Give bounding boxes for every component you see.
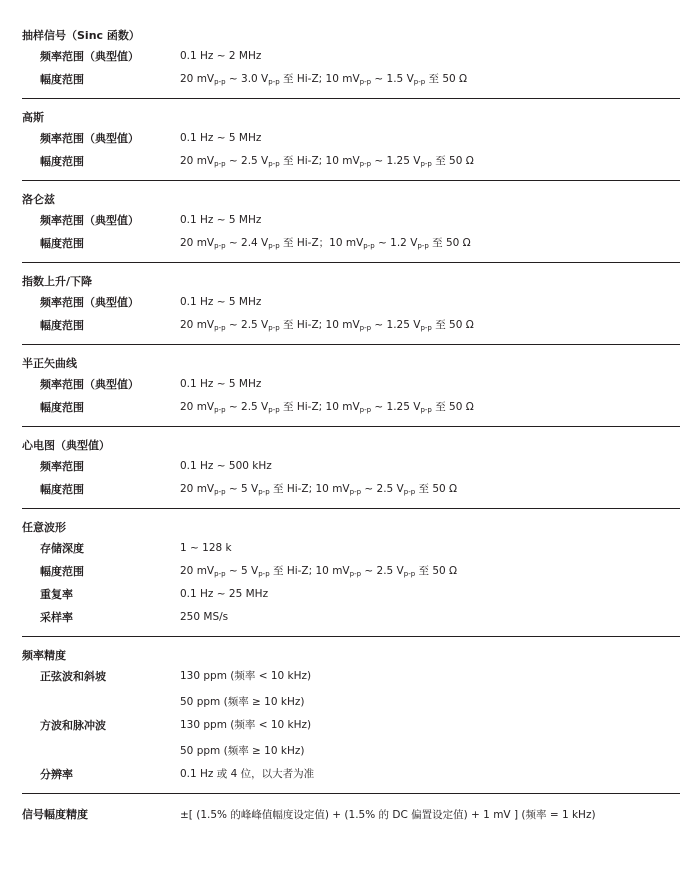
- spec-value: 130 ppm (频率 < 10 kHz): [180, 670, 312, 682]
- section-frequency-accuracy: [22, 648, 680, 794]
- spec-value: 0.1 Hz ~ 2 MHz: [180, 50, 262, 62]
- section-arbitrary: [22, 520, 680, 637]
- section-title: 抽样信号（Sinc 函数）: [22, 29, 140, 42]
- spec-value: 20 $mV_{p-p}$ ~ 3.0 $V_{p-p}$ 至 Hi-Z; 10 $mV_{p-p}$ ~ 1.5 $V_{p-p}$ 至 50 Ω: [180, 73, 468, 86]
- spec-row: [22, 373, 680, 396]
- spec-label: 幅度范围: [40, 565, 84, 578]
- spec-value: 20 $mV_{p-p}$ ~ 2.4 $V_{p-p}$ 至 Hi-Z；10 $mV_{p-p}$ ~ 1.2 $V_{p-p}$ 至 50 Ω: [180, 237, 471, 250]
- spec-row: [22, 150, 680, 173]
- spec-row: [22, 209, 680, 232]
- spec-label: 重复率: [40, 588, 73, 601]
- section-title: 任意波形: [22, 521, 66, 534]
- spec-document: [22, 28, 680, 843]
- section-title: 频率精度: [22, 649, 66, 662]
- spec-row: [22, 606, 680, 629]
- spec-row: [22, 232, 680, 255]
- spec-value: 0.1 Hz ~ 500 kHz: [180, 460, 272, 472]
- spec-value: 1 ~ 128 k: [180, 542, 232, 554]
- spec-row: [22, 45, 680, 68]
- spec-value: 20 $mV_{p-p}$ ~ 5 $V_{p-p}$ 至 Hi-Z; 10 $mV_{p-p}$ ~ 2.5 $V_{p-p}$ 至 50 Ω: [180, 565, 458, 578]
- spec-value: 20 $mV_{p-p}$ ~ 2.5 $V_{p-p}$ 至 Hi-Z; 10 $mV_{p-p}$ ~ 1.25 $V_{p-p}$ 至 50 Ω: [180, 319, 474, 332]
- spec-label: 幅度范围: [40, 401, 84, 414]
- spec-value: 130 ppm (频率 < 10 kHz): [180, 719, 312, 731]
- spec-label: 频率范围（典型值）: [40, 214, 139, 227]
- spec-value: 0.1 Hz ~ 5 MHz: [180, 378, 262, 390]
- section-title: 洛仑兹: [22, 193, 55, 206]
- spec-label: 幅度范围: [40, 155, 84, 168]
- spec-label: 幅度范围: [40, 483, 84, 496]
- section-exponential: [22, 274, 680, 345]
- spec-row: [22, 714, 680, 740]
- spec-value: 50 ppm (频率 ≥ 10 kHz): [180, 745, 305, 757]
- section-title: 半正矢曲线: [22, 357, 77, 370]
- spec-row: [22, 665, 680, 691]
- spec-value: 20 $mV_{p-p}$ ~ 5 $V_{p-p}$ 至 Hi-Z; 10 $mV_{p-p}$ ~ 2.5 $V_{p-p}$ 至 50 Ω: [180, 483, 458, 496]
- spec-value: 0.1 Hz ~ 25 MHz: [180, 588, 269, 600]
- spec-label: 方波和脉冲波: [40, 719, 106, 732]
- spec-value: ±[ (1.5% 的峰峰值幅度设定值) + (1.5% 的 DC 偏置设定值) + 1 mV ] (频率 = 1 kHz): [180, 809, 596, 821]
- spec-row: [22, 560, 680, 583]
- spec-row: [22, 314, 680, 337]
- spec-label: 幅度范围: [40, 237, 84, 250]
- spec-value: 0.1 Hz ~ 5 MHz: [180, 214, 262, 226]
- spec-row: [22, 127, 680, 150]
- section-title: 信号幅度精度: [22, 808, 88, 821]
- spec-label: 频率范围（典型值）: [40, 378, 139, 391]
- spec-label: 幅度范围: [40, 319, 84, 332]
- spec-value: 0.1 Hz ~ 5 MHz: [180, 132, 262, 144]
- spec-label: 存储深度: [40, 542, 84, 555]
- section-amplitude-accuracy: [22, 805, 680, 832]
- spec-label: 频率范围（典型值）: [40, 296, 139, 309]
- spec-label: 采样率: [40, 611, 73, 624]
- section-haversine: [22, 356, 680, 427]
- spec-label: 正弦波和斜坡: [40, 670, 106, 683]
- spec-value: 20 $mV_{p-p}$ ~ 2.5 $V_{p-p}$ 至 Hi-Z; 10 $mV_{p-p}$ ~ 1.25 $V_{p-p}$ 至 50 Ω: [180, 155, 474, 168]
- spec-row: [22, 537, 680, 560]
- spec-row: [22, 691, 680, 714]
- section-title: 指数上升/下降: [22, 275, 93, 288]
- section-title: 心电图（典型值）: [22, 439, 110, 452]
- spec-value: 20 $mV_{p-p}$ ~ 2.5 $V_{p-p}$ 至 Hi-Z; 10 $mV_{p-p}$ ~ 1.25 $V_{p-p}$ 至 50 Ω: [180, 401, 474, 414]
- section-gaussian: [22, 110, 680, 181]
- spec-value: 50 ppm (频率 ≥ 10 kHz): [180, 696, 305, 708]
- spec-value: 0.1 Hz 或 4 位，以大者为准: [180, 768, 315, 780]
- spec-row: [22, 740, 680, 763]
- section-cardiac: [22, 438, 680, 509]
- spec-value: 0.1 Hz ~ 5 MHz: [180, 296, 262, 308]
- spec-row: [22, 396, 680, 419]
- section-sinc: [22, 28, 680, 99]
- spec-row: [22, 478, 680, 501]
- spec-row: [22, 455, 680, 478]
- spec-label: 频率范围（典型值）: [40, 132, 139, 145]
- spec-label: 频率范围: [40, 460, 84, 473]
- spec-row: [22, 291, 680, 314]
- spec-label: 幅度范围: [40, 73, 84, 86]
- section-title: 高斯: [22, 111, 44, 124]
- spec-value: 250 MS/s: [180, 611, 229, 623]
- spec-label: 频率范围（典型值）: [40, 50, 139, 63]
- section-lorentz: [22, 192, 680, 263]
- spec-row: [22, 68, 680, 91]
- spec-label: 分辨率: [40, 768, 73, 781]
- spec-row: [22, 763, 680, 786]
- spec-row: [22, 583, 680, 606]
